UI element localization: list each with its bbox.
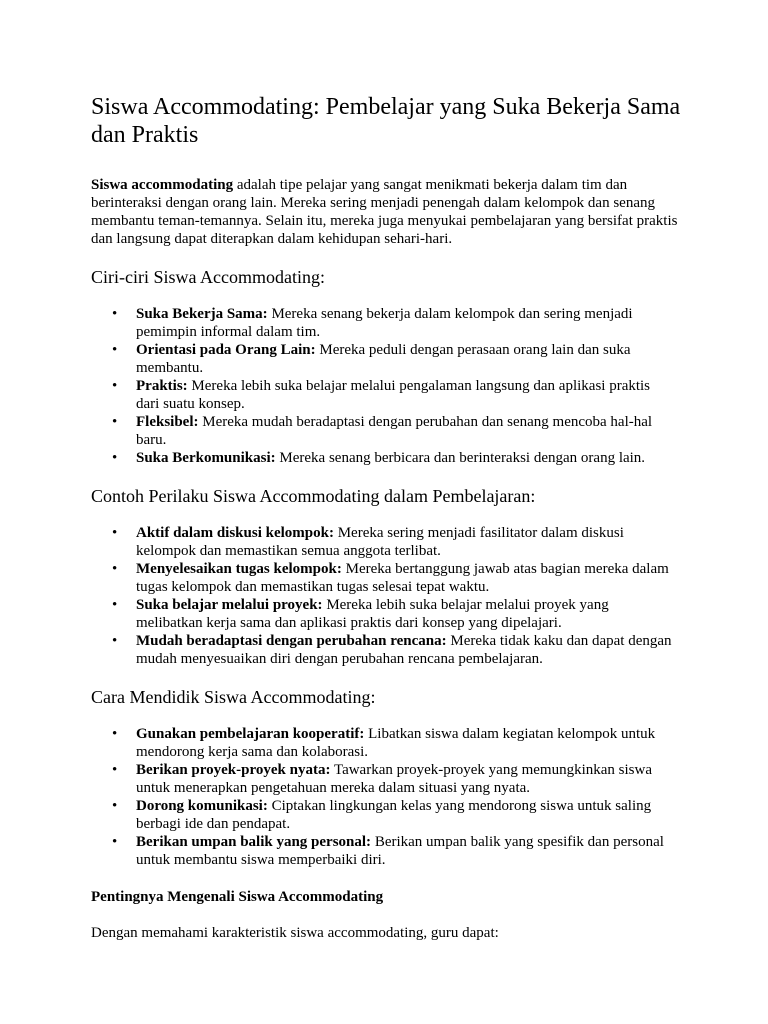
list-item-desc: Mereka lebih suka belajar melalui proyek yang melibatkan kerja sama dan aplikasi praktis dari konsep yang dipelajari.: [136, 597, 609, 631]
list-item: [112, 797, 681, 833]
list-item-desc: Berikan umpan balik yang spesifik dan personal untuk membantu siswa memperbaiki diri.: [136, 834, 664, 868]
list-item-desc: Mereka mudah beradaptasi dengan perubahan dan senang mencoba hal-hal baru.: [136, 414, 653, 448]
list-item-term: Orientasi pada Orang Lain:: [136, 342, 316, 358]
list-item: [112, 413, 681, 449]
intro-lead: Siswa accommodating: [91, 177, 234, 193]
list-cara-mendidik: [91, 725, 681, 869]
list-item: [112, 377, 681, 413]
list-item-desc: Mereka lebih suka belajar melalui pengalaman langsung dan aplikasi praktis dari suatu konsep.: [136, 378, 651, 412]
list-item-desc: Mereka tidak kaku dan dapat dengan mudah menyesuaikan diri dengan perubahan rencana pembelajaran.: [136, 633, 672, 667]
list-item: [112, 524, 681, 560]
list-item: [112, 725, 681, 761]
bullet-icon: •: [112, 561, 118, 577]
bullet-icon: •: [112, 633, 118, 649]
list-item-term: Menyelesaikan tugas kelompok:: [136, 561, 342, 577]
list-item-desc: Mereka peduli dengan perasaan orang lain dan suka membantu.: [136, 342, 631, 376]
list-item-desc: Tawarkan proyek-proyek yang memungkinkan siswa untuk menerapkan pengetahuan mereka dalam situasi yang nyata.: [136, 762, 652, 796]
list-contoh-perilaku: [91, 524, 681, 668]
list-item-term: Suka Berkomunikasi:: [136, 450, 276, 466]
list-item-term: Berikan umpan balik yang personal:: [136, 834, 372, 850]
intro-paragraph: [91, 176, 681, 248]
section-heading-ciri-ciri: Ciri-ciri Siswa Accommodating:: [91, 267, 325, 287]
list-item: [112, 761, 681, 797]
list-item-desc: Ciptakan lingkungan kelas yang mendorong siswa untuk saling berbagi ide dan pendapat.: [136, 798, 652, 832]
list-item: [112, 833, 681, 869]
list-item-term: Praktis:: [136, 378, 188, 394]
list-item: [112, 632, 681, 668]
subheading-pentingnya: Pentingnya Mengenali Siswa Accommodating: [91, 889, 384, 905]
section-heading-cara-mendidik: Cara Mendidik Siswa Accommodating:: [91, 687, 376, 707]
list-item: [112, 560, 681, 596]
list-item-desc: Mereka sering menjadi fasilitator dalam diskusi kelompok dan memastikan semua anggota terlibat.: [136, 525, 624, 559]
list-item-desc: Mereka senang berbicara dan berinteraksi dengan orang lain.: [275, 450, 646, 466]
list-item: [112, 596, 681, 632]
list-item-desc: Libatkan siswa dalam kegiatan kelompok untuk mendorong kerja sama dan kolaborasi.: [136, 726, 656, 760]
bullet-icon: •: [112, 798, 118, 814]
list-item-desc: Mereka bertanggung jawab atas bagian mereka dalam tugas kelompok dan memastikan tugas selesai tepat waktu.: [136, 561, 669, 595]
closing-paragraph: Dengan memahami karakteristik siswa accommodating, guru dapat:: [91, 925, 499, 941]
bullet-icon: •: [112, 525, 118, 541]
list-item-desc: Mereka senang bekerja dalam kelompok dan sering menjadi pemimpin informal dalam tim.: [136, 306, 633, 340]
bullet-icon: •: [112, 378, 118, 394]
intro-text: adalah tipe pelajar yang sangat menikmati bekerja dalam tim dan berinteraksi dengan orang lain. Mereka sering menjadi penengah dalam kelompok dan senang membantu teman-temannya. Selain itu, mereka juga menyukai pembelajaran yang bersifat praktis dan langsung dapat diterapkan dalam kehidupan sehari-hari.: [91, 177, 678, 247]
list-item-term: Suka belajar melalui proyek:: [136, 597, 323, 613]
section-heading-contoh-perilaku: Contoh Perilaku Siswa Accommodating dalam Pembelajaran:: [91, 486, 536, 506]
bullet-icon: •: [112, 342, 118, 358]
list-item: [112, 341, 681, 377]
page-title: Siswa Accommodating: Pembelajar yang Suka Bekerja Sama dan Praktis: [91, 94, 681, 148]
list-item-term: Aktif dalam diskusi kelompok:: [136, 525, 334, 541]
list-item-term: Fleksibel:: [136, 414, 199, 430]
list-item: [112, 449, 681, 467]
bullet-icon: •: [112, 762, 118, 778]
bullet-icon: •: [112, 414, 118, 430]
bullet-icon: •: [112, 306, 118, 322]
bullet-icon: •: [112, 597, 118, 613]
document-page: [91, 93, 681, 942]
list-item: [112, 305, 681, 341]
list-item-term: Dorong komunikasi:: [136, 798, 268, 814]
bullet-icon: •: [112, 726, 118, 742]
list-item-term: Gunakan pembelajaran kooperatif:: [136, 726, 365, 742]
list-item-term: Mudah beradaptasi dengan perubahan rencana:: [136, 633, 447, 649]
list-item-term: Suka Bekerja Sama:: [136, 306, 268, 322]
bullet-icon: •: [112, 834, 118, 850]
bullet-icon: •: [112, 450, 118, 466]
list-ciri-ciri: [91, 305, 681, 467]
list-item-term: Berikan proyek-proyek nyata:: [136, 762, 331, 778]
